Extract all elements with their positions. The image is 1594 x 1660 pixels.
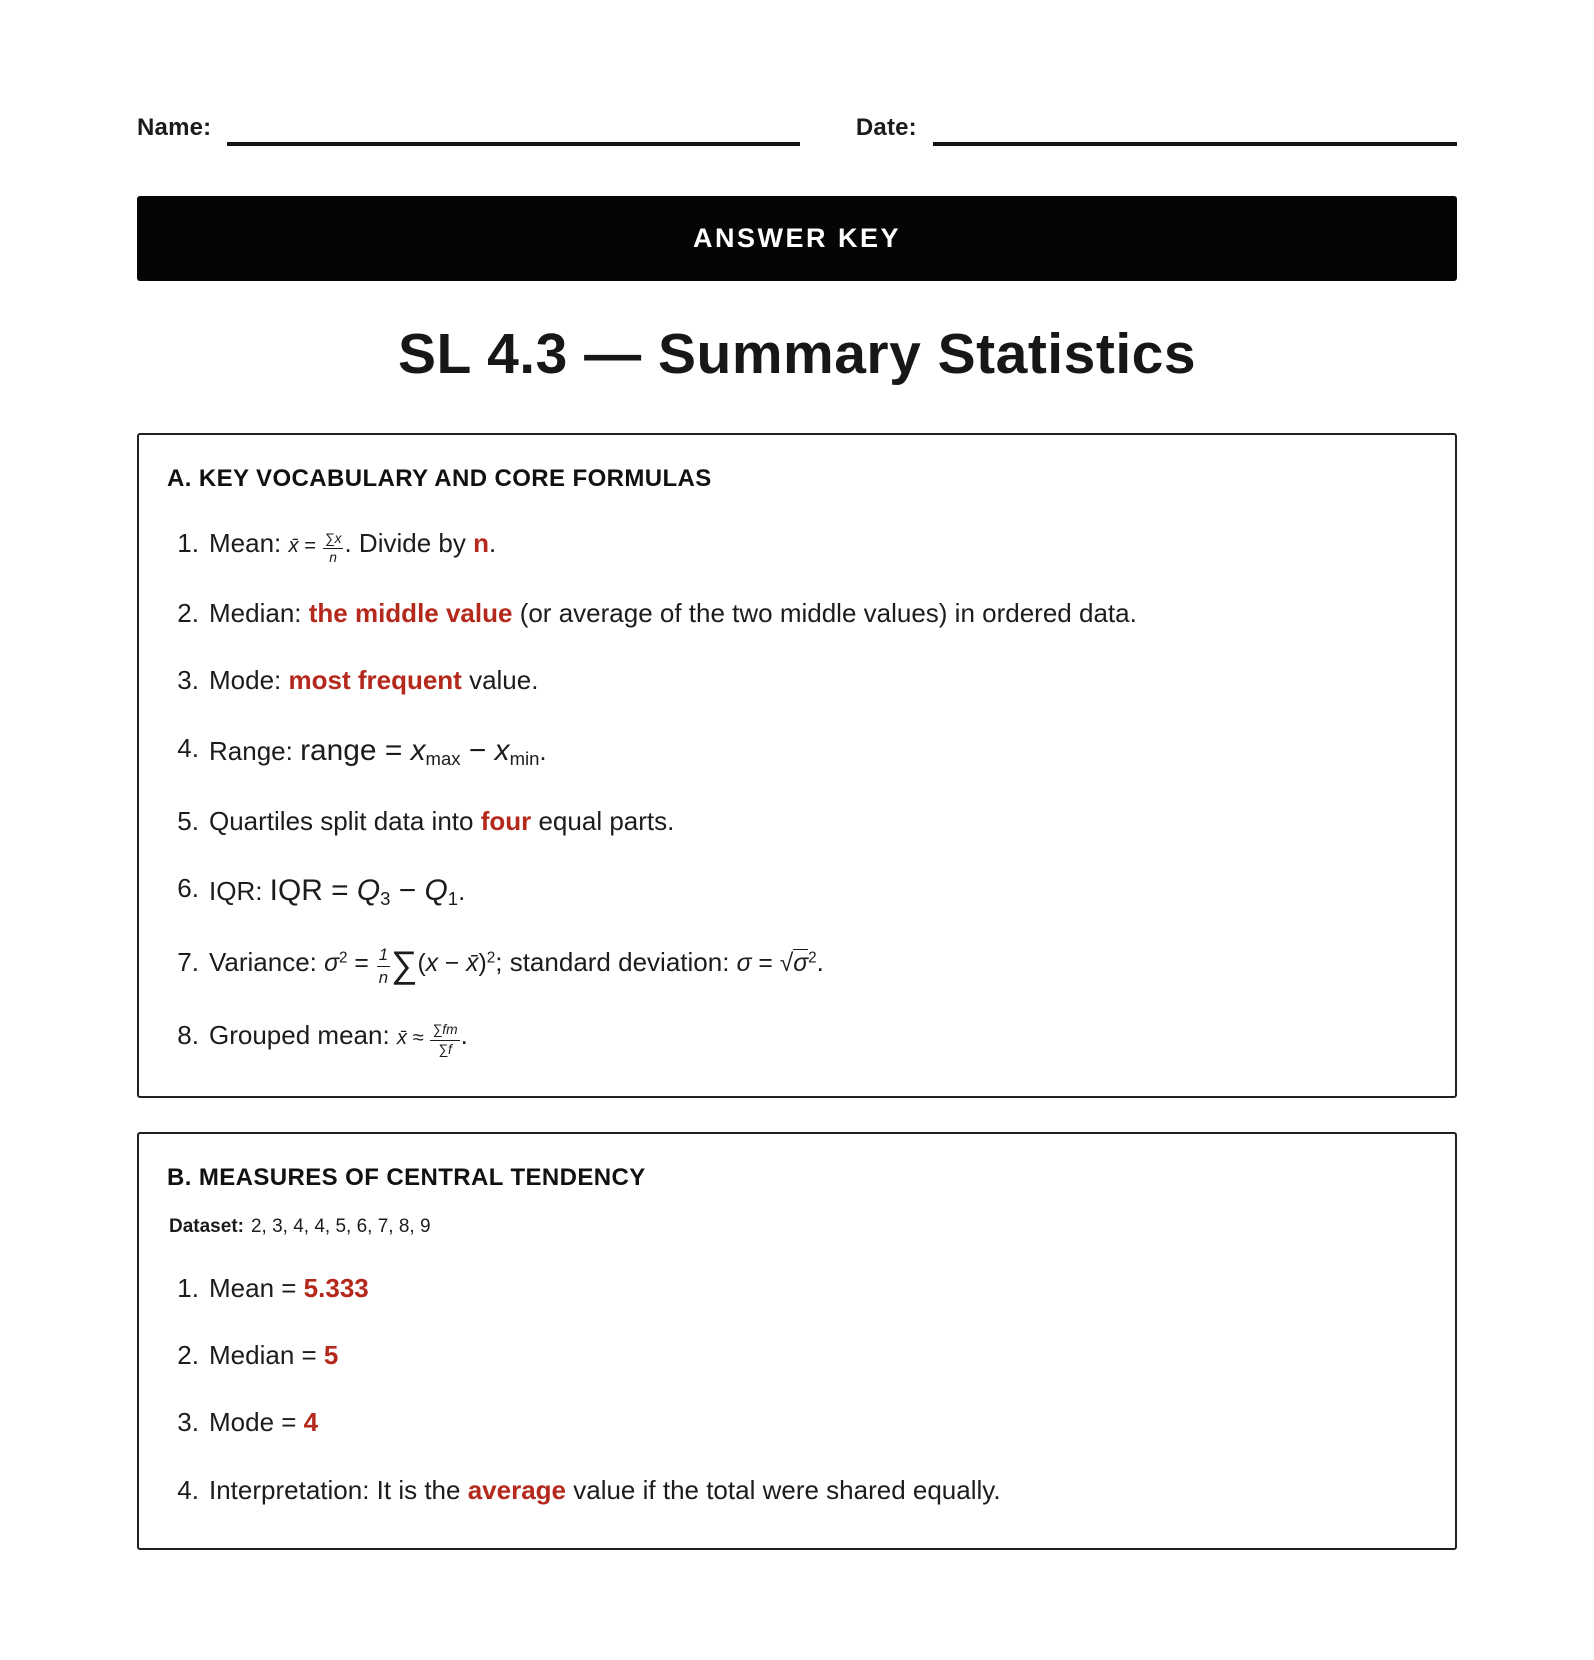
answer-item-mean: Mean = 5.333	[209, 1272, 369, 1303]
section-b-heading: B. MEASURES OF CENTRAL TENDENCY	[167, 1163, 646, 1191]
name-label: Name:	[137, 114, 212, 141]
answer-highlight: average	[467, 1474, 567, 1505]
dataset-line	[169, 1216, 1425, 1238]
section-a-box	[137, 433, 1457, 1098]
page-title: SL 4.3 — Summary Statistics	[397, 322, 1197, 386]
answer-item-mode: Mode = 4	[209, 1407, 319, 1438]
dataset-label: Dataset:	[169, 1215, 244, 1237]
section-a-heading: A. KEY VOCABULARY AND CORE FORMULAS	[167, 465, 712, 492]
answer-highlight: 5.333	[303, 1272, 369, 1303]
vocab-item-median: Median: the middle value (or average of the two middle values) in ordered data.	[209, 598, 1137, 629]
vocab-item-mode: Mode: most frequent value.	[209, 665, 539, 696]
date-label: Date:	[855, 114, 917, 141]
answer-highlight: four	[480, 806, 532, 837]
answer-highlight: n	[473, 528, 489, 558]
math-formula: IQR = $Q_3 - Q_1$	[269, 874, 459, 910]
section-b-box	[137, 1132, 1457, 1550]
vocab-item-range: Range: range = $x_{max} - x_{min}$.	[209, 733, 547, 769]
answer-highlight: 5	[323, 1340, 339, 1371]
date-group	[856, 112, 1457, 146]
vocab-item-mean: Mean: x̄ = $\frac{\sum x}{n}$ . Divide by n.	[209, 528, 497, 565]
math-formula: range = $x_{max} - x_{min}$	[300, 733, 540, 769]
vocab-item-quartiles: Quartiles split data into four equal parts.	[209, 806, 675, 837]
vocab-item-variance: Variance: $\sigma^2$ = $\frac{1}{n}$ ∑(x − x̄)$^2$; standard deviation: $\sigma = √\sigma^2$.	[209, 942, 824, 987]
answer-item-median: Median = 5	[209, 1340, 339, 1371]
vocab-item-iqr: IQR: IQR = $Q_3 - Q_1$.	[209, 874, 466, 910]
math-formula: $\sigma^2$ = $\frac{1}{n}$ ∑(x − x̄)$^2$	[324, 942, 496, 987]
answer-highlight: most frequent	[288, 665, 462, 696]
math-formula: x̄ = $\frac{\sum x}{n}$	[288, 530, 342, 565]
answers-list	[167, 1268, 1425, 1510]
name-fill-line	[227, 112, 800, 146]
answer-item-interpretation: Interpretation: It is the average value if the total were shared equally.	[209, 1474, 1001, 1505]
answer-key-banner: ANSWER KEY	[137, 196, 1457, 281]
vocab-item-grouped-mean: Grouped mean: x̄ ≈ $\frac{\sum fm}{\sum f}$ .	[209, 1019, 468, 1057]
answer-highlight: the middle value	[308, 598, 513, 629]
date-fill-line	[933, 112, 1457, 146]
math-formula: x̄ ≈ $\frac{\sum fm}{\sum f}$	[396, 1022, 458, 1057]
math-formula: $\sigma = √\sigma^2$	[736, 949, 817, 977]
dataset-values: 2, 3, 4, 4, 5, 6, 7, 8, 9	[250, 1215, 431, 1237]
name-date-row	[137, 112, 1457, 146]
answer-highlight: 4	[303, 1407, 319, 1438]
vocabulary-list	[167, 523, 1425, 1058]
